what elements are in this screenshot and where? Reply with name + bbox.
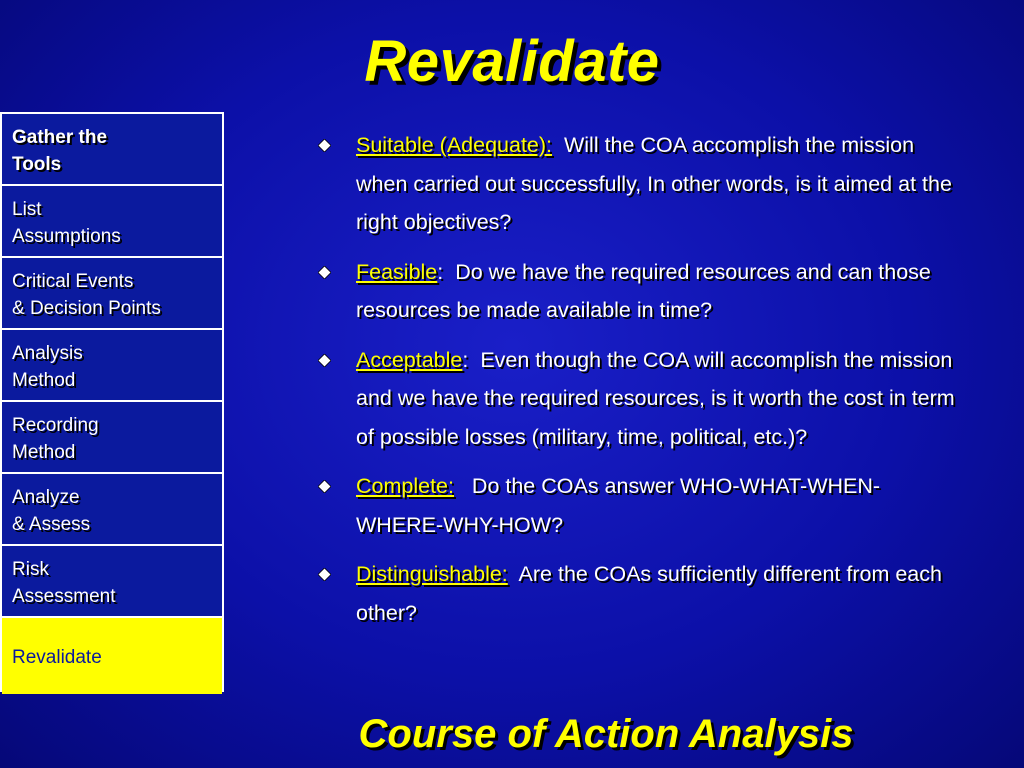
criterion-term: Distinguishable:: [356, 562, 508, 586]
criterion-term: Feasible: [356, 259, 438, 284]
sidebar-item-label: Method: [12, 370, 76, 391]
sidebar-item-label: Recording: [12, 415, 99, 436]
sidebar-item-analyze-assess[interactable]: [2, 474, 222, 546]
sidebar-item-label: Revalidate: [12, 647, 102, 668]
slide-title: Revalidate: [364, 29, 660, 94]
list-item-acceptable: [318, 341, 958, 457]
list-item-suitable: [318, 126, 958, 242]
sidebar-item-recording-method[interactable]: [2, 402, 222, 474]
criterion-separator: :: [437, 259, 444, 284]
diamond-icon: [318, 139, 331, 152]
sidebar-item-label: & Decision Points: [12, 298, 161, 319]
footer-caption: Course of Action Analysis: [358, 712, 854, 756]
criterion-term: Suitable (Adequate):: [356, 133, 553, 157]
sidebar-item-label: Gather the: [12, 127, 108, 148]
sidebar-item-label: & Assess: [12, 514, 91, 535]
process-sidebar: [0, 112, 224, 692]
sidebar-item-label: Tools: [12, 154, 62, 175]
criterion-separator: :: [462, 347, 469, 372]
criterion-text: Will the COA accomplish the mission when carried out successfully, In other words, is it aimed at the right objectives?: [356, 133, 952, 234]
diamond-icon: [318, 568, 331, 581]
sidebar-item-label: Assessment: [12, 586, 116, 607]
diamond-icon: [318, 480, 331, 493]
sidebar-item-risk-assessment[interactable]: [2, 546, 222, 618]
sidebar-item-label: Critical Events: [12, 271, 134, 292]
criterion-term: Complete:: [356, 474, 454, 498]
sidebar-item-label: Analysis: [12, 343, 83, 364]
criterion-term: Acceptable: [356, 347, 463, 372]
sidebar-item-gather-tools[interactable]: [2, 114, 222, 186]
sidebar-item-revalidate[interactable]: [2, 618, 222, 694]
diamond-icon: [318, 266, 331, 279]
sidebar-item-label: Assumptions: [12, 226, 121, 247]
sidebar-item-label: Risk: [12, 559, 49, 580]
sidebar-item-analysis-method[interactable]: [2, 330, 222, 402]
sidebar-item-label: List: [12, 199, 42, 220]
criterion-text: Do the COAs answer WHO-WHAT-WHEN-WHERE-WHY-HOW?: [356, 474, 881, 537]
criterion-text: Do we have the required resources and can those resources be made available in time?: [356, 259, 931, 322]
sidebar-item-label: Analyze: [12, 487, 80, 508]
criterion-text: Are the COAs sufficiently different from each other?: [356, 562, 942, 625]
sidebar-item-critical-events[interactable]: [2, 258, 222, 330]
list-item-feasible: [318, 253, 958, 330]
list-item-distinguishable: [318, 555, 958, 632]
criterion-text: Even though the COA will accomplish the mission and we have the required resources, is it worth the cost in term of possible losses (military, time, political, etc.)?: [356, 347, 955, 449]
sidebar-item-list-assumptions[interactable]: [2, 186, 222, 258]
diamond-icon: [318, 354, 331, 367]
list-item-complete: [318, 467, 958, 544]
criteria-list: [318, 126, 958, 643]
sidebar-item-label: Method: [12, 442, 76, 463]
